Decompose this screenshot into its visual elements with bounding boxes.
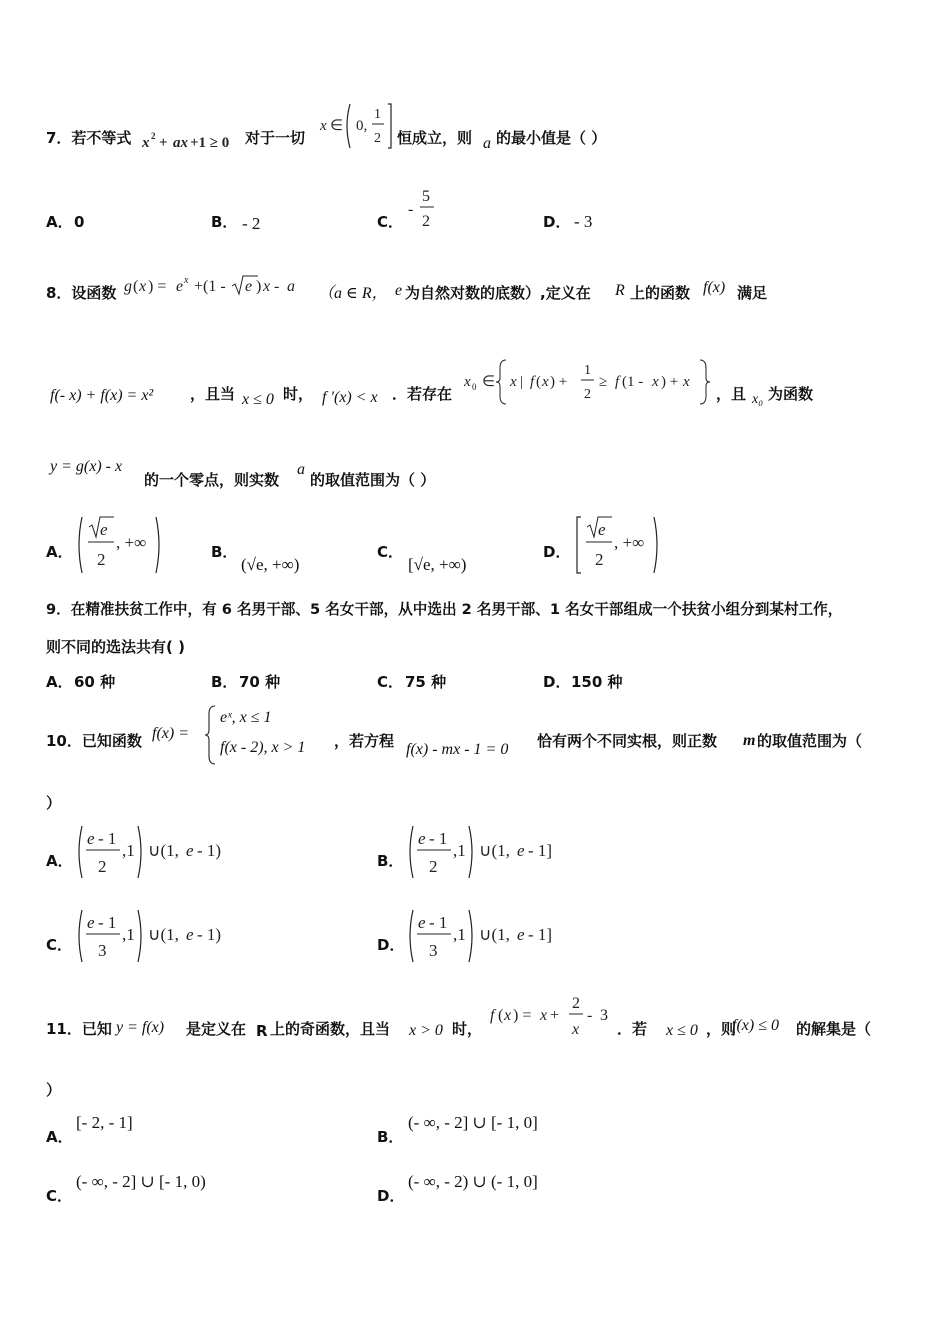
svg-text:1: 1 — [584, 363, 591, 378]
svg-text:|: | — [520, 374, 524, 390]
svg-text:,1: ,1 — [453, 841, 466, 860]
q11-f: ，则 — [706, 1020, 737, 1038]
q8-option-d-formula — [574, 515, 660, 575]
svg-text:2: 2 — [572, 995, 580, 1012]
svg-text:5: 5 — [422, 188, 430, 205]
svg-text:∪(1,: ∪(1, — [148, 925, 179, 944]
q11-option-a-value[interactable]: [- 2, - 1] — [76, 1113, 133, 1132]
svg-text:0: 0 — [472, 382, 477, 392]
svg-text:ax: ax — [173, 134, 188, 151]
q8-line2-c: ．若存在 — [392, 385, 453, 403]
svg-text:x: x — [184, 275, 189, 286]
q11-option-b-value[interactable]: (- ∞, - 2] ∪ [- 1, 0] — [408, 1113, 538, 1132]
q11-ineq: f(x) ≤ 0 — [732, 1017, 779, 1034]
q8-set-formula — [464, 356, 714, 408]
svg-text:- 1]: - 1] — [528, 925, 553, 944]
q11-e: ．若 — [617, 1020, 648, 1038]
q10-option-d-label[interactable]: D． — [377, 936, 405, 954]
svg-text:- 1): - 1) — [197, 925, 222, 944]
svg-text:): ) — [256, 278, 262, 295]
q10-case1: eˣ, x ≤ 1 — [220, 709, 272, 726]
q8-line3-var: a — [297, 461, 305, 478]
q8-function-formula — [124, 272, 316, 300]
svg-text:∪(1,: ∪(1, — [148, 841, 179, 860]
q7-option-c-formula — [408, 184, 442, 236]
q7-option-c-label[interactable]: C． — [377, 213, 404, 231]
svg-text:x: x — [652, 374, 659, 390]
q8-line1-d: 满足 — [737, 284, 768, 302]
q10-close: ） — [46, 794, 62, 812]
svg-text:∈: ∈ — [330, 118, 344, 134]
svg-text:e: e — [186, 841, 194, 860]
q10-option-a-formula — [76, 824, 228, 880]
q7-option-b-label[interactable]: B． — [211, 213, 238, 231]
q8-R-symbol: R — [615, 282, 625, 299]
q11-option-c-value[interactable]: (- ∞, - 2] ∪ [- 1, 0) — [76, 1172, 206, 1191]
svg-text:e: e — [418, 913, 426, 932]
q7-option-a-label[interactable]: A． — [46, 213, 73, 231]
svg-text:2: 2 — [97, 550, 106, 569]
q11-g: 的解集是（ — [796, 1020, 872, 1038]
q11-b: 是定义在 — [186, 1020, 247, 1038]
q8-fx: f(x) — [703, 279, 726, 296]
svg-text:x: x — [263, 278, 271, 295]
svg-text:3: 3 — [98, 941, 107, 960]
q10-var: m — [743, 732, 756, 749]
svg-text:2: 2 — [584, 387, 591, 402]
svg-text:x: x — [540, 1007, 548, 1024]
svg-text:+: + — [159, 134, 168, 151]
q10-case2: f(x - 2), x > 1 — [220, 739, 306, 756]
q7-option-a-value[interactable]: 0 — [74, 213, 85, 231]
q9-option-c-value[interactable]: 75 种 — [405, 673, 447, 691]
svg-text:- 1): - 1) — [197, 841, 222, 860]
q11-cond2: x ≤ 0 — [666, 1022, 698, 1039]
q8-e-symbol: e — [395, 282, 403, 299]
svg-text:2: 2 — [98, 857, 107, 876]
q8-set — [464, 356, 714, 412]
q10-b: ，若方程 — [334, 732, 395, 750]
svg-text:e: e — [176, 278, 184, 295]
svg-text:x: x — [504, 1007, 512, 1024]
q7-inequality-formula — [142, 132, 244, 152]
q7-prefix: 7．若不等式 — [46, 129, 132, 147]
q11-close: ） — [46, 1081, 62, 1099]
q11-R: R — [256, 1022, 268, 1040]
svg-text:f: f — [615, 374, 620, 390]
q10-option-c-value[interactable] — [76, 908, 228, 968]
q7-option-d-value[interactable]: - 3 — [574, 212, 593, 231]
q7-var: a — [483, 135, 491, 152]
q10-option-b-label[interactable]: B． — [377, 852, 404, 870]
q10-piecewise-brace — [205, 704, 217, 766]
q8-line2-b: 时， — [283, 385, 314, 403]
svg-text:- 1: - 1 — [98, 829, 117, 848]
svg-text:(: ( — [133, 278, 139, 295]
svg-text:, +∞: , +∞ — [116, 533, 147, 552]
q11-fx-formula — [490, 991, 614, 1043]
q8-option-a-formula — [76, 515, 162, 575]
q11-c: 上的奇函数，且当 — [270, 1020, 391, 1038]
svg-text:-: - — [408, 201, 414, 218]
q7-range-formula — [318, 100, 396, 152]
svg-text:,1: ,1 — [122, 925, 135, 944]
q11-option-d-label[interactable]: D． — [377, 1187, 405, 1205]
svg-text:e: e — [598, 520, 606, 539]
svg-text:x: x — [542, 374, 549, 390]
svg-text:2: 2 — [374, 131, 381, 146]
svg-text:e: e — [245, 278, 253, 295]
q8-line2-deriv: f ′(x) < x — [322, 389, 378, 406]
svg-text:+: + — [550, 1007, 560, 1024]
q11-func: y = f(x) — [116, 1019, 165, 1036]
svg-text:x: x — [683, 374, 690, 390]
q11-cond: x > 0 — [409, 1022, 443, 1039]
svg-text:e: e — [517, 925, 525, 944]
svg-text:x: x — [572, 1021, 580, 1038]
q8-option-c-label[interactable]: C． — [377, 543, 404, 561]
svg-text:x: x — [139, 278, 147, 295]
q9-option-a-value[interactable]: 60 种 — [74, 673, 116, 691]
svg-text:e: e — [186, 925, 194, 944]
svg-text:e: e — [517, 841, 525, 860]
q10-option-a-label[interactable]: A． — [46, 852, 73, 870]
q10-func-lhs: f(x) = — [152, 725, 189, 742]
q9-option-a-label[interactable]: A． — [46, 673, 73, 691]
svg-text:(: ( — [536, 374, 541, 390]
svg-text:) +: ) + — [550, 374, 568, 390]
q8-line2-a: ，且当 — [190, 385, 236, 403]
q11-option-d-value[interactable]: (- ∞, - 2) ∪ (- 1, 0] — [408, 1172, 538, 1191]
q8-option-b-label[interactable]: B． — [211, 543, 238, 561]
svg-text:x: x — [320, 118, 327, 134]
svg-text:0,: 0, — [356, 118, 368, 134]
svg-text:- 1: - 1 — [98, 913, 117, 932]
svg-text:a: a — [287, 278, 295, 295]
q8-function — [124, 272, 316, 304]
svg-text:+1 ≥ 0: +1 ≥ 0 — [190, 134, 230, 151]
svg-text:2: 2 — [429, 857, 438, 876]
q10-option-d-value[interactable] — [407, 908, 559, 968]
q7-suffix: 恒成立，则 — [397, 129, 473, 147]
svg-text:3: 3 — [429, 941, 438, 960]
q11-fx — [490, 991, 614, 1047]
q9-line1: 9．在精准扶贫工作中，有 6 名男干部、5 名女干部，从中选出 2 名男干部、1 名女干部组成一个扶贫小组分到某村工作， — [46, 601, 843, 618]
q8-option-d-value[interactable] — [574, 515, 660, 579]
svg-text:, +∞: , +∞ — [614, 533, 645, 552]
svg-text:,1: ,1 — [122, 841, 135, 860]
svg-text:) =: ) = — [148, 278, 167, 295]
q8-condition-text: （a ∈ R， — [318, 285, 388, 302]
q8-line2-d: ，且 — [716, 385, 747, 403]
q11-d: 时， — [452, 1020, 483, 1038]
svg-text:1: 1 — [374, 107, 381, 122]
svg-text:-: - — [587, 1007, 593, 1024]
q10-option-a-value[interactable] — [76, 824, 228, 884]
q8-option-a-value[interactable] — [76, 515, 162, 579]
q10-equation: f(x) - mx - 1 = 0 — [406, 741, 509, 758]
svg-text:g: g — [124, 278, 132, 295]
svg-text:- 1]: - 1] — [528, 841, 553, 860]
q9-option-b-label[interactable]: B． — [211, 673, 238, 691]
svg-text:f: f — [490, 1007, 495, 1024]
svg-text:) =: ) = — [513, 1007, 532, 1024]
q7-suffix2: 的最小值是（ ） — [496, 129, 607, 147]
svg-text:,1: ,1 — [453, 925, 466, 944]
q9-option-d-value[interactable]: 150 种 — [571, 673, 623, 691]
q10-prefix: 10．已知函数 — [46, 732, 142, 750]
q8-option-c-value[interactable]: [√e, +∞) — [408, 555, 467, 574]
q10-option-b-formula — [407, 824, 559, 880]
svg-text:e: e — [418, 829, 426, 848]
svg-text:(1 -: (1 - — [622, 374, 644, 390]
q11-prefix: 11．已知 — [46, 1020, 112, 1038]
q11-option-b-label[interactable]: B． — [377, 1128, 404, 1146]
q10-c: 恰有两个不同实根，则正数 — [537, 732, 718, 750]
svg-text:2: 2 — [422, 213, 430, 230]
svg-text:∪(1,: ∪(1, — [479, 841, 510, 860]
svg-text:∈: ∈ — [482, 374, 496, 390]
q8-line2-eq: f(- x) + f(x) = x² — [50, 387, 154, 404]
svg-text:- 1: - 1 — [429, 829, 448, 848]
q8-prefix: 8．设函数 — [46, 284, 117, 302]
q8-option-d-label[interactable]: D． — [543, 543, 571, 561]
q10-option-c-label[interactable]: C． — [46, 936, 73, 954]
svg-text:) +: ) + — [661, 374, 679, 390]
svg-text:x: x — [142, 134, 150, 151]
q7-inequality — [142, 131, 244, 152]
q7-range — [318, 100, 396, 156]
svg-text:-: - — [274, 278, 280, 295]
svg-text:≥: ≥ — [599, 374, 608, 390]
q8-line1-c: 上的函数 — [630, 284, 691, 302]
svg-text:e: e — [87, 913, 95, 932]
svg-text:(: ( — [498, 1007, 504, 1024]
svg-text:- 1: - 1 — [429, 913, 448, 932]
svg-text:∪(1,: ∪(1, — [479, 925, 510, 944]
q10-option-b-value[interactable] — [407, 824, 559, 884]
q7-option-c-value[interactable] — [408, 184, 442, 240]
svg-text:f: f — [530, 374, 535, 390]
q8-option-b-value[interactable]: (√e, +∞) — [241, 555, 300, 574]
q8-line2-cond: x ≤ 0 — [242, 391, 274, 408]
q11-option-a-label[interactable]: A． — [46, 1128, 73, 1146]
q9-option-c-label[interactable]: C． — [377, 673, 404, 691]
svg-text:e: e — [100, 520, 108, 539]
svg-text:e: e — [87, 829, 95, 848]
svg-text:+(1 -: +(1 - — [194, 278, 226, 295]
q10-option-d-formula — [407, 908, 559, 964]
q8-line3-b: 的取值范围为（ ） — [310, 471, 436, 489]
q8-line3-a: 的一个零点，则实数 — [144, 471, 280, 489]
q7-option-d-label[interactable]: D． — [543, 213, 571, 231]
q8-line2-e: 为函数 — [768, 385, 814, 403]
q7-mid: 对于一切 — [245, 129, 306, 147]
q7-option-b-value[interactable]: - 2 — [242, 214, 261, 233]
svg-text:x: x — [510, 374, 517, 390]
q9-option-b-value[interactable]: 70 种 — [239, 673, 281, 691]
svg-text:x: x — [464, 374, 471, 390]
svg-text:2: 2 — [151, 131, 156, 141]
svg-text:3: 3 — [600, 1007, 608, 1024]
q8-condition — [318, 283, 388, 304]
q9-line2: 则不同的选法共有( ) — [46, 638, 185, 656]
q8-option-a-label[interactable]: A． — [46, 543, 73, 561]
q8-line3-func: y = g(x) - x — [50, 458, 123, 475]
q9-option-d-label[interactable]: D． — [543, 673, 571, 691]
q8-line2-x0: x₀ — [752, 392, 764, 407]
q8-line1-b: 为自然对数的底数）,定义在 — [405, 284, 591, 302]
q10-option-c-formula — [76, 908, 228, 964]
q11-option-c-label[interactable]: C． — [46, 1187, 73, 1205]
svg-text:2: 2 — [595, 550, 604, 569]
q10-d: 的取值范围为（ — [757, 732, 863, 750]
